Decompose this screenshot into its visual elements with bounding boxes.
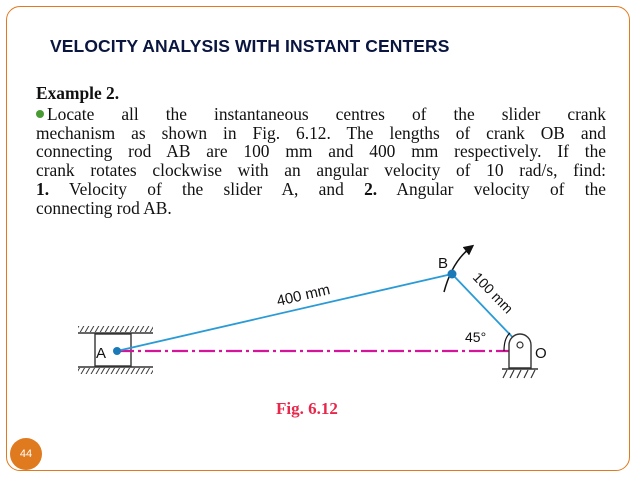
page-number-badge: 44 <box>10 438 42 470</box>
text-line-6: connecting rod AB. <box>36 197 172 218</box>
label-point-o: O <box>535 345 547 362</box>
text-line-4: crank rotates clockwise with an angular velocity of 10 rad/s, find: <box>36 160 606 181</box>
text-line-3: connecting rod AB are 100 mm and 400 mm respectively. If the <box>36 141 606 162</box>
item-2-text: Angular velocity of the <box>377 178 606 199</box>
label-rod-length: 400 mm <box>275 281 332 310</box>
label-crank-length: 100 mm <box>469 268 517 317</box>
item-1-text: Velocity of the slider A, and <box>49 178 365 199</box>
slide-title: VELOCITY ANALYSIS WITH INSTANT CENTERS <box>50 36 450 56</box>
text-line-2: mechanism as shown in Fig. 6.12. The lengths of crank OB and <box>36 122 606 143</box>
joint-a <box>113 347 121 355</box>
label-crank-angle: 45° <box>465 329 487 345</box>
joint-b <box>448 270 457 279</box>
text-line-1: Locate all the instantaneous centres of the slider crank <box>36 105 606 124</box>
label-point-a: A <box>96 345 107 362</box>
joint-o <box>517 342 523 348</box>
label-point-b: B <box>438 255 449 272</box>
fixed-pivot-o <box>502 334 538 378</box>
example-label: Example 2. <box>36 83 120 103</box>
item-2-number: 2. <box>364 178 378 199</box>
figure-caption: Fig. 6.12 <box>276 399 338 418</box>
connecting-rod-ab <box>117 274 452 351</box>
item-1-number: 1. <box>36 178 50 199</box>
